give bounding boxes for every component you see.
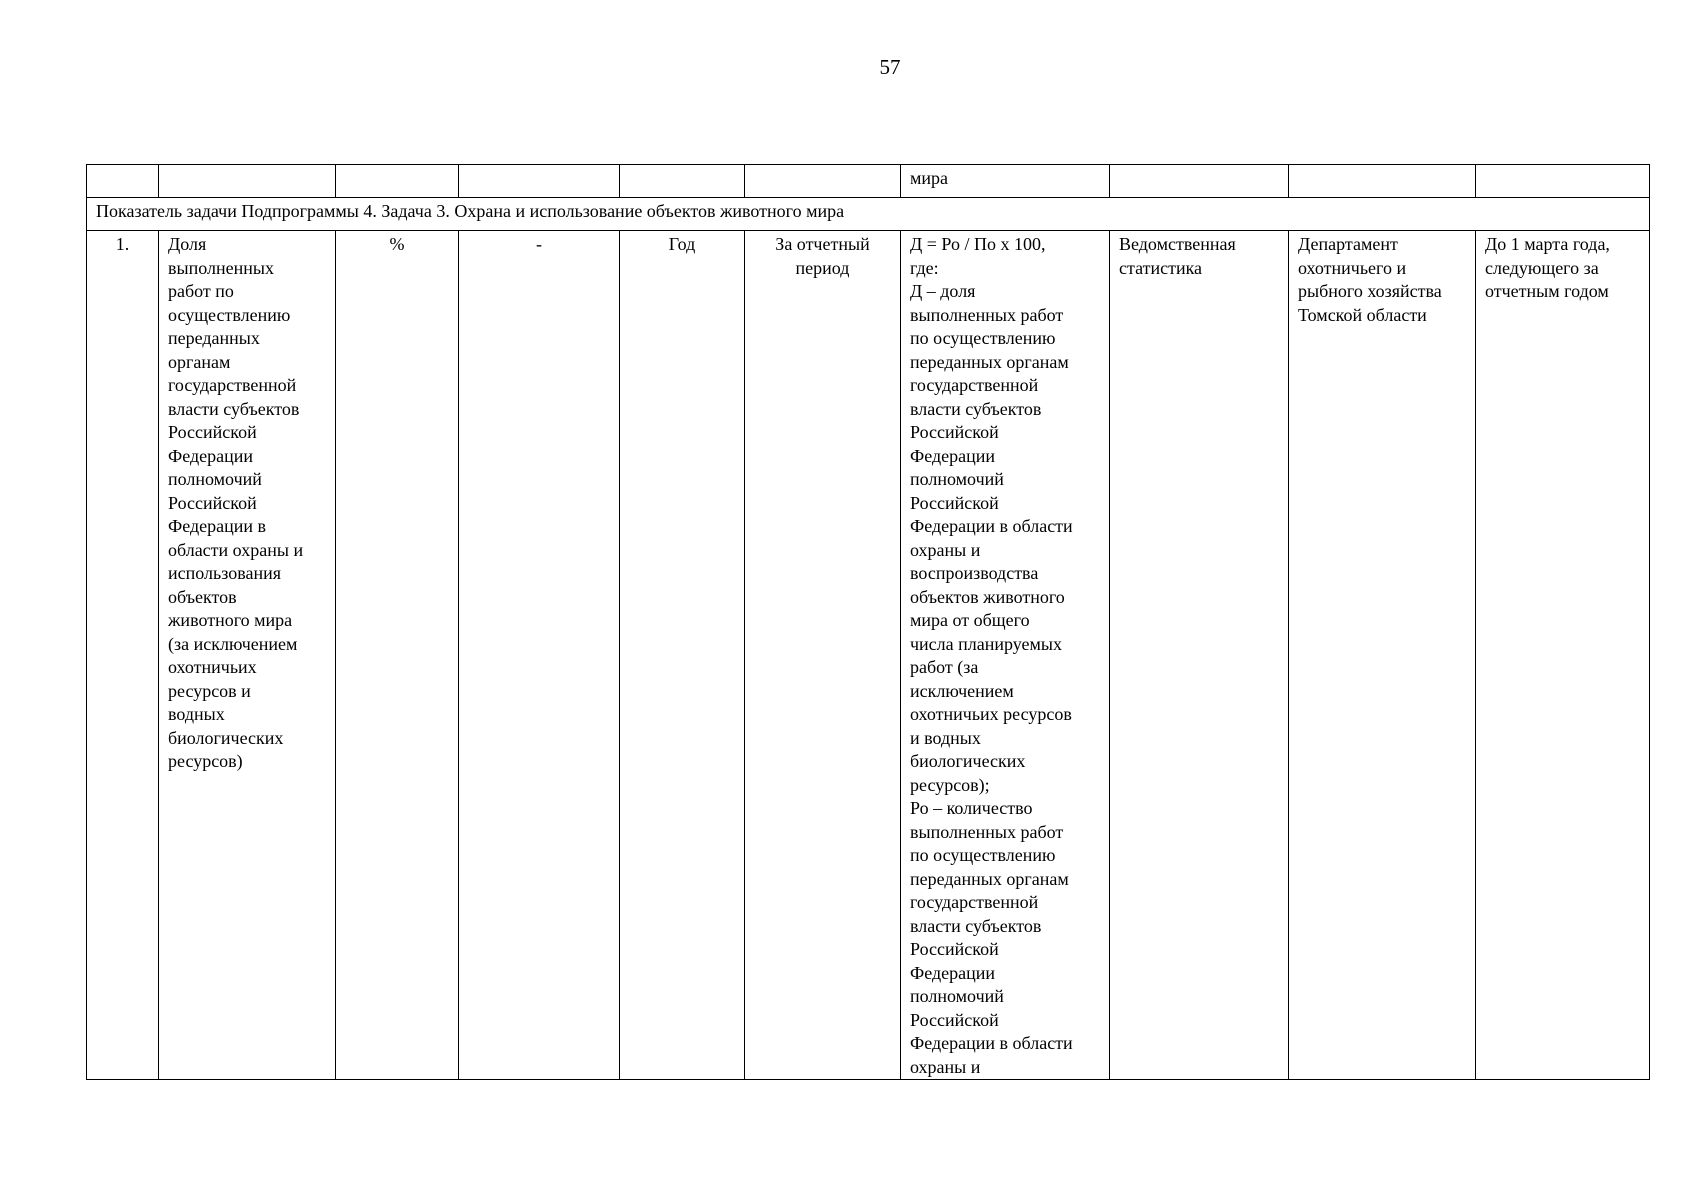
- table-cell: [87, 165, 159, 198]
- indicator-name: Доля выполненных работ по осуществлению переданных органам государственной власти субъектов Российской Федерации полномочий Российской Федерации в области охраны и использования объектов животного мира (за исключением охотничьих ресурсов и водных биологических ресурсов): [159, 231, 336, 1080]
- indicator-table: [86, 164, 1650, 1080]
- section-header: Показатель задачи Подпрограммы 4. Задача 3. Охрана и использование объектов животного мира: [87, 198, 1650, 231]
- frequency-cell: Год: [620, 231, 745, 1080]
- table-cell: [1289, 165, 1476, 198]
- table-row: [87, 231, 1650, 1080]
- table-cell: [620, 165, 745, 198]
- period-cell: За отчетный период: [745, 231, 901, 1080]
- value-cell: -: [459, 231, 620, 1080]
- table-cell: [1110, 165, 1289, 198]
- row-number: 1.: [87, 231, 159, 1080]
- table-cell: [336, 165, 459, 198]
- formula-cell: Д = Ро / По х 100, где: Д – доля выполненных работ по осуществлению переданных органам государственной власти субъектов Российской Федерации полномочий Российской Федерации в области охраны и воспроизводства объектов животного мира от общего числа планируемых работ (за исключением охотничьих ресурсов и водных биологических ресурсов); Ро – количество выполненных работ по осуществлению переданных органам государственной власти субъектов Российской Федерации полномочий Российской Федерации в области охраны и: [901, 231, 1110, 1080]
- deadline-cell: До 1 марта года, следующего за отчетным годом: [1476, 231, 1650, 1080]
- table-cell: [1476, 165, 1650, 198]
- source-cell: Ведомственная статистика: [1110, 231, 1289, 1080]
- page-number: 57: [879, 55, 901, 79]
- unit-of-measure: %: [336, 231, 459, 1080]
- table-cell: [459, 165, 620, 198]
- responsible-cell: Департамент охотничьего и рыбного хозяйства Томской области: [1289, 231, 1476, 1080]
- table-row-continuation: [87, 165, 1650, 198]
- formula-tail-cell: мира: [901, 165, 1110, 198]
- table-cell: [159, 165, 336, 198]
- table-cell: [745, 165, 901, 198]
- table-section-row: [87, 198, 1650, 231]
